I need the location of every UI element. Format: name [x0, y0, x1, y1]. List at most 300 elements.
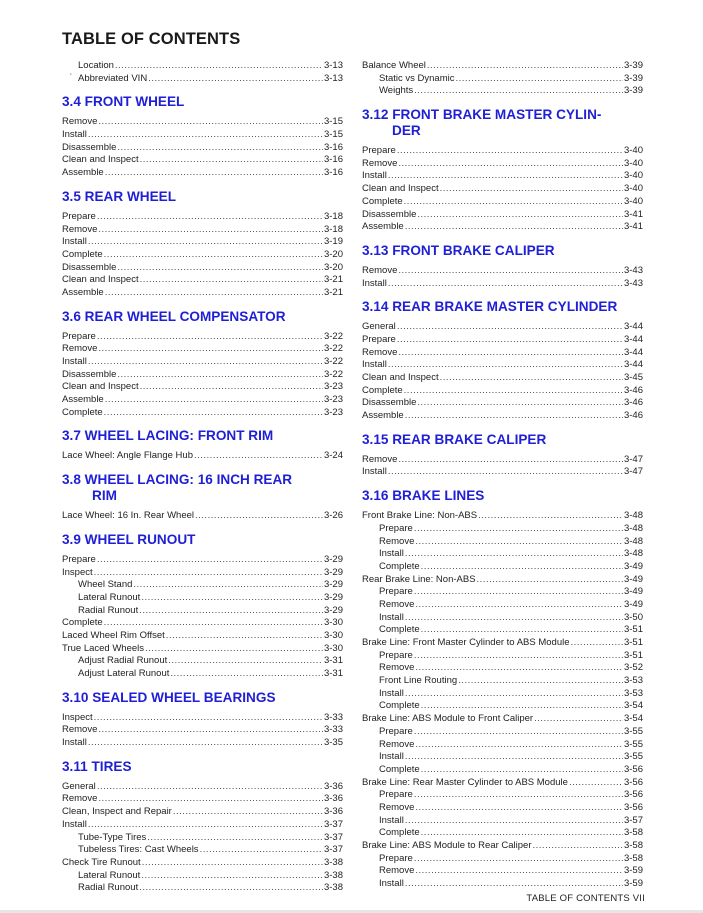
toc-entry[interactable]	[362, 853, 643, 866]
dot-leader	[405, 688, 623, 701]
toc-entry-page: 3-23	[323, 381, 343, 393]
section-heading-line: DER	[392, 123, 421, 139]
toc-section	[62, 472, 343, 523]
toc-entry[interactable]	[62, 857, 343, 870]
toc-entry-label: Complete	[379, 560, 420, 572]
dot-leader	[97, 211, 323, 224]
dot-leader	[405, 751, 623, 764]
toc-entry[interactable]	[62, 224, 343, 237]
toc-entry-page: 3-29	[323, 579, 343, 591]
toc-entry-label: Install	[379, 611, 404, 623]
toc-entry-label: Inspect	[62, 711, 93, 723]
toc-entry[interactable]	[362, 548, 643, 561]
dot-leader	[405, 548, 623, 561]
toc-entry-page: 3-29	[323, 604, 343, 616]
section-heading-line: RIM	[92, 488, 117, 504]
section-heading[interactable]	[62, 309, 343, 325]
toc-entry-page: 3-35	[323, 737, 343, 749]
dot-leader	[533, 840, 623, 853]
toc-entry[interactable]	[62, 60, 343, 73]
toc-entry-label: Prepare	[62, 553, 96, 565]
toc-entry[interactable]	[362, 739, 643, 752]
toc-entry[interactable]	[362, 574, 643, 587]
toc-entry[interactable]	[62, 579, 343, 592]
toc-entry-page: 3-38	[323, 856, 343, 868]
toc-entry-label: Assemble	[62, 167, 104, 179]
dot-leader	[147, 832, 323, 845]
dot-leader	[405, 612, 623, 625]
toc-entry-page: 3-46	[623, 410, 643, 422]
dot-leader	[404, 196, 623, 209]
toc-entry-label: Remove	[362, 346, 398, 358]
dot-leader	[98, 224, 323, 237]
dot-leader	[388, 466, 623, 479]
dot-leader	[415, 536, 623, 549]
toc-entry-page: 3-23	[323, 394, 343, 406]
toc-entry[interactable]	[362, 523, 643, 536]
toc-entry[interactable]	[62, 592, 343, 605]
dot-leader	[117, 262, 323, 275]
dot-leader	[200, 844, 323, 857]
toc-entry-page: 3-49	[623, 586, 643, 598]
toc-entry-page: 3-44	[623, 359, 643, 371]
toc-entry-label: Complete	[379, 763, 420, 775]
toc-entry-label: Install	[379, 751, 404, 763]
toc-entry-label: Disassemble	[362, 208, 417, 220]
toc-entry-label: Install	[362, 359, 387, 371]
dot-leader	[117, 142, 323, 155]
toc-entry[interactable]	[362, 599, 643, 612]
toc-entry[interactable]	[362, 713, 643, 726]
toc-entry-label: Complete	[62, 617, 103, 629]
dot-leader	[397, 321, 623, 334]
toc-entry-page: 3-38	[323, 869, 343, 881]
toc-entry[interactable]	[62, 617, 343, 630]
section-heading[interactable]	[362, 243, 643, 259]
dot-leader	[414, 853, 623, 866]
toc-entry-label: Install	[379, 814, 404, 826]
toc-entry-label: Install	[62, 737, 87, 749]
dot-leader	[104, 617, 323, 630]
toc-entry[interactable]	[62, 724, 343, 737]
toc-entry[interactable]	[362, 85, 643, 98]
dot-leader	[88, 129, 323, 142]
toc-entry[interactable]	[62, 605, 343, 618]
toc-entry-page: 3-40	[623, 170, 643, 182]
toc-entry-label: Remove	[379, 662, 415, 674]
toc-entry[interactable]	[62, 882, 343, 895]
toc-entry-page: 3-55	[623, 738, 643, 750]
toc-entry-page: 3-40	[623, 145, 643, 157]
toc-entry-label: Lateral Runout	[78, 591, 141, 603]
toc-entry[interactable]	[362, 675, 643, 688]
toc-entry[interactable]	[362, 170, 643, 183]
section-heading[interactable]	[62, 189, 343, 205]
toc-entry-label: Prepare	[362, 333, 396, 345]
toc-entry[interactable]	[362, 145, 643, 158]
toc-entry-label: Prepare	[62, 210, 96, 222]
section-heading-line: 3.6 REAR WHEEL COMPENSATOR	[62, 308, 286, 324]
toc-entry-page: 3-16	[323, 167, 343, 179]
toc-section	[62, 428, 343, 463]
toc-entry[interactable]	[62, 287, 343, 300]
dot-leader	[388, 278, 623, 291]
toc-entry-label: Radial Runout	[78, 604, 139, 616]
dot-leader	[414, 726, 623, 739]
toc-entry-page: 3-56	[623, 776, 643, 788]
toc-entry-label: Lace Wheel: 16 In. Rear Wheel	[62, 510, 195, 522]
toc-entry-label: Check Tire Runout	[62, 856, 141, 868]
dot-leader	[105, 287, 323, 300]
toc-entry-label: Install	[62, 236, 87, 248]
toc-entry-label: Assemble	[362, 410, 404, 422]
toc-entry-label: Prepare	[379, 649, 413, 661]
toc-entry-label: General	[62, 780, 96, 792]
toc-entry-page: 3-29	[323, 553, 343, 565]
dot-leader	[170, 668, 323, 681]
toc-entry[interactable]	[362, 688, 643, 701]
toc-entry[interactable]	[362, 359, 643, 372]
section-heading-line: 3.5 REAR WHEEL	[62, 188, 177, 204]
toc-entry[interactable]	[362, 726, 643, 739]
toc-entry-page: 3-39	[623, 85, 643, 97]
toc-entry-label: Remove	[62, 116, 98, 128]
section-heading[interactable]	[62, 759, 343, 775]
toc-entry[interactable]	[362, 764, 643, 777]
toc-entry-page: 3-30	[323, 642, 343, 654]
toc-entry-label: Disassemble	[362, 397, 417, 409]
toc-entry[interactable]	[362, 751, 643, 764]
section-heading[interactable]	[62, 690, 343, 706]
toc-entry[interactable]	[62, 407, 343, 420]
toc-entry-label: Remove	[379, 865, 415, 877]
toc-entry-page: 3-44	[623, 321, 643, 333]
toc-entry[interactable]	[362, 372, 643, 385]
toc-entry[interactable]	[362, 60, 643, 73]
toc-entry[interactable]	[62, 806, 343, 819]
toc-entry-page: 3-24	[323, 450, 343, 462]
toc-entry[interactable]	[62, 737, 343, 750]
toc-entry[interactable]	[62, 844, 343, 857]
toc-entry[interactable]	[362, 637, 643, 650]
dot-leader	[140, 381, 323, 394]
toc-entry-page: 3-47	[623, 453, 643, 465]
toc-entry-page: 3-48	[623, 548, 643, 560]
toc-entry[interactable]	[362, 265, 643, 278]
toc-entry-page: 3-54	[623, 700, 643, 712]
toc-entry-page: 3-31	[323, 655, 343, 667]
toc-entry[interactable]	[362, 612, 643, 625]
toc-entry-page: 3-21	[323, 274, 343, 286]
toc-entry-label: Brake Line: ABS Module to Front Caliper	[362, 713, 534, 725]
toc-entry[interactable]	[62, 343, 343, 356]
dot-leader	[88, 356, 323, 369]
toc-entry[interactable]	[362, 347, 643, 360]
toc-entry[interactable]	[362, 321, 643, 334]
toc-entry[interactable]	[362, 196, 643, 209]
toc-entry-label: Install	[379, 687, 404, 699]
toc-entry-label: Install	[379, 878, 404, 890]
toc-entry-page: 3-50	[623, 611, 643, 623]
toc-entry[interactable]	[362, 397, 643, 410]
toc-entry-label: Balance Wheel	[362, 60, 426, 71]
toc-entry-page: 3-46	[623, 397, 643, 409]
toc-entry[interactable]	[362, 878, 643, 891]
toc-entry-label: Radial Runout	[78, 882, 139, 894]
toc-entry-label: Remove	[362, 157, 398, 169]
toc-entry[interactable]	[362, 650, 643, 663]
section-heading[interactable]	[62, 472, 343, 504]
toc-entry-page: 3-22	[323, 343, 343, 355]
toc-entry[interactable]	[62, 369, 343, 382]
dot-leader	[105, 394, 323, 407]
toc-entry[interactable]	[362, 510, 643, 523]
toc-entry[interactable]	[362, 815, 643, 828]
toc-entry-label: Complete	[362, 384, 403, 396]
section-heading[interactable]	[362, 488, 643, 504]
dot-leader	[417, 209, 623, 222]
toc-entry[interactable]	[62, 154, 343, 167]
toc-entry[interactable]	[62, 643, 343, 656]
toc-entry-page: 3-55	[623, 725, 643, 737]
dot-leader	[195, 510, 323, 523]
toc-section	[62, 759, 343, 895]
toc-entry[interactable]	[362, 624, 643, 637]
toc-entry[interactable]	[62, 630, 343, 643]
toc-entry[interactable]	[362, 221, 643, 234]
toc-entry[interactable]	[362, 662, 643, 675]
section-heading-line: 3.16 BRAKE LINES	[362, 488, 485, 504]
dot-leader	[415, 865, 623, 878]
dot-leader	[104, 407, 323, 420]
toc-entry-label: Prepare	[62, 330, 96, 342]
toc-entry-page: 3-58	[623, 840, 643, 851]
toc-entry[interactable]	[362, 586, 643, 599]
dot-leader	[88, 819, 323, 832]
toc-entry-label: Assemble	[62, 286, 104, 298]
toc-entry[interactable]	[362, 840, 643, 853]
toc-entry[interactable]	[62, 129, 343, 142]
dot-leader	[405, 878, 623, 891]
toc-entry[interactable]	[62, 73, 343, 86]
page-footer: TABLE OF CONTENTS VII	[526, 893, 645, 904]
toc-entry-label: Install	[362, 277, 387, 289]
toc-entry-label: Location	[78, 60, 114, 71]
toc-entry-label: Install	[62, 356, 87, 367]
toc-entry-page: 3-51	[623, 649, 643, 661]
toc-entry-label: Brake Line: ABS Module to Rear Caliper	[362, 840, 532, 851]
toc-entry-label: Prepare	[379, 852, 413, 864]
toc-entry[interactable]	[62, 249, 343, 262]
toc-entry[interactable]	[62, 394, 343, 407]
toc-entry-label: Front Brake Line: Non-ABS	[362, 510, 478, 522]
dot-leader	[148, 73, 323, 86]
toc-entry[interactable]	[362, 209, 643, 222]
toc-entry-page: 3-13	[323, 60, 343, 71]
toc-entry[interactable]	[362, 454, 643, 467]
dot-leader	[97, 781, 323, 794]
toc-entry-label: Remove	[362, 264, 398, 276]
toc-entry[interactable]	[362, 777, 643, 790]
toc-entry-page: 3-56	[623, 801, 643, 813]
toc-section	[62, 309, 343, 420]
toc-entry-label: Clean, Inspect and Repair	[62, 806, 172, 818]
toc-entry-page: 3-40	[623, 195, 643, 207]
toc-entry-page: 3-15	[323, 116, 343, 128]
toc-entry-page: 3-26	[323, 510, 343, 522]
toc-entry[interactable]	[62, 655, 343, 668]
toc-entry-page: 3-33	[323, 711, 343, 723]
dot-leader	[456, 73, 623, 86]
toc-entry[interactable]	[62, 116, 343, 129]
toc-entry[interactable]	[362, 536, 643, 549]
dot-leader	[104, 249, 323, 262]
toc-entry-page: 3-49	[623, 573, 643, 585]
toc-entry[interactable]	[62, 356, 343, 369]
toc-entry[interactable]	[62, 712, 343, 725]
toc-entry-label: Wheel Stand	[78, 579, 133, 591]
toc-entry[interactable]	[62, 668, 343, 681]
toc-entry[interactable]	[362, 865, 643, 878]
section-heading[interactable]	[62, 428, 343, 444]
dot-leader	[415, 599, 623, 612]
dot-leader	[427, 60, 623, 73]
toc-entry-label: Complete	[379, 700, 420, 712]
dot-leader	[405, 410, 623, 423]
toc-entry[interactable]	[62, 142, 343, 155]
toc-entry[interactable]	[62, 262, 343, 275]
dot-leader	[166, 630, 323, 643]
section-heading[interactable]	[362, 299, 643, 315]
toc-entry-page: 3-41	[623, 208, 643, 220]
toc-entry-label: Laced Wheel Rim Offset	[62, 629, 165, 641]
toc-entry-label: Static vs Dynamic	[379, 72, 455, 84]
toc-entry-label: Brake Line: Front Master Cylinder to ABS Module	[362, 637, 570, 648]
toc-entry-label: Clean and Inspect	[62, 154, 139, 166]
dot-leader	[94, 712, 323, 725]
toc-section	[62, 94, 343, 179]
dot-leader	[415, 662, 623, 675]
toc-entry[interactable]	[62, 819, 343, 832]
dot-leader	[414, 523, 623, 536]
toc-entry[interactable]	[362, 73, 643, 86]
toc-entry-page: 3-36	[323, 806, 343, 818]
page-title: TABLE OF CONTENTS	[62, 30, 241, 48]
toc-entry[interactable]	[362, 183, 643, 196]
toc-entry-page: 3-41	[623, 221, 643, 233]
dot-leader	[98, 724, 323, 737]
toc-entry-page: 3-20	[323, 261, 343, 273]
section-heading[interactable]	[362, 107, 643, 139]
dot-leader	[571, 637, 623, 650]
toc-entry[interactable]	[362, 789, 643, 802]
toc-entry-label: Prepare	[379, 725, 413, 737]
dot-leader	[139, 882, 323, 895]
toc-entry[interactable]	[62, 870, 343, 883]
dot-leader	[168, 655, 323, 668]
toc-entry[interactable]	[362, 158, 643, 171]
toc-entry[interactable]	[362, 466, 643, 479]
toc-entry[interactable]	[362, 278, 643, 291]
toc-entry-label: Tubeless Tires: Cast Wheels	[78, 844, 199, 856]
toc-entry[interactable]	[62, 381, 343, 394]
dot-leader	[398, 454, 623, 467]
toc-entry[interactable]	[62, 274, 343, 287]
dot-leader	[173, 806, 323, 819]
dot-leader	[388, 359, 623, 372]
toc-section	[362, 299, 643, 423]
toc-entry[interactable]	[62, 793, 343, 806]
toc-entry-page: 3-52	[623, 662, 643, 674]
dot-leader	[414, 85, 623, 98]
toc-entry[interactable]	[362, 802, 643, 815]
toc-entry-page: 3-20	[323, 248, 343, 260]
section-heading[interactable]	[62, 94, 343, 110]
dot-leader	[415, 802, 623, 815]
toc-entry-label: Remove	[379, 535, 415, 547]
toc-entry-page: 3-40	[623, 183, 643, 195]
toc-entry[interactable]	[62, 781, 343, 794]
toc-entry-label: Complete	[362, 195, 403, 207]
toc-entry[interactable]	[62, 211, 343, 224]
dot-leader	[105, 167, 323, 180]
toc-entry-page: 3-59	[623, 878, 643, 890]
toc-entry[interactable]	[62, 510, 343, 523]
toc-entry[interactable]	[362, 827, 643, 840]
toc-entry-label: Remove	[62, 793, 98, 805]
toc-entry[interactable]	[62, 236, 343, 249]
toc-entry[interactable]	[62, 167, 343, 180]
toc-entry-page: 3-49	[623, 560, 643, 572]
toc-entry[interactable]	[362, 700, 643, 713]
section-heading[interactable]	[362, 432, 643, 448]
toc-entry[interactable]	[62, 450, 343, 463]
toc-entry[interactable]	[362, 410, 643, 423]
toc-entry-page: 3-43	[623, 264, 643, 276]
toc-entry-page: 3-38	[323, 882, 343, 894]
toc-entry[interactable]	[62, 567, 343, 580]
toc-section	[62, 690, 343, 750]
dot-leader	[398, 347, 623, 360]
toc-entry-label: True Laced Wheels	[62, 642, 145, 654]
toc-entry-label: Tube-Type Tires	[78, 831, 147, 843]
toc-entry[interactable]	[362, 385, 643, 398]
toc-entry[interactable]	[62, 331, 343, 344]
toc-entry[interactable]	[362, 561, 643, 574]
toc-entry[interactable]	[62, 554, 343, 567]
toc-entry-page: 3-49	[623, 598, 643, 610]
dot-leader	[141, 592, 323, 605]
section-heading[interactable]	[62, 532, 343, 548]
toc-entry-label: Lace Wheel: Angle Flange Hub	[62, 450, 193, 462]
toc-entry-label: Remove	[62, 343, 98, 355]
dot-leader	[115, 60, 323, 73]
toc-entry[interactable]	[62, 832, 343, 845]
toc-entry-label: Remove	[379, 801, 415, 813]
toc-left-column	[62, 60, 343, 895]
toc-entry-page: 3-39	[623, 72, 643, 84]
toc-entry-label: Rear Brake Line: Non-ABS	[362, 573, 476, 585]
toc-entry-page: 3-36	[323, 793, 343, 805]
toc-entry-label: Clean and Inspect	[62, 274, 139, 286]
toc-section	[362, 488, 643, 891]
toc-entry-page: 3-36	[323, 780, 343, 792]
toc-entry-label: Disassemble	[62, 261, 117, 273]
dot-leader	[94, 567, 323, 580]
toc-entry[interactable]	[362, 334, 643, 347]
dot-leader	[398, 265, 623, 278]
toc-entry-page: 3-57	[623, 814, 643, 826]
